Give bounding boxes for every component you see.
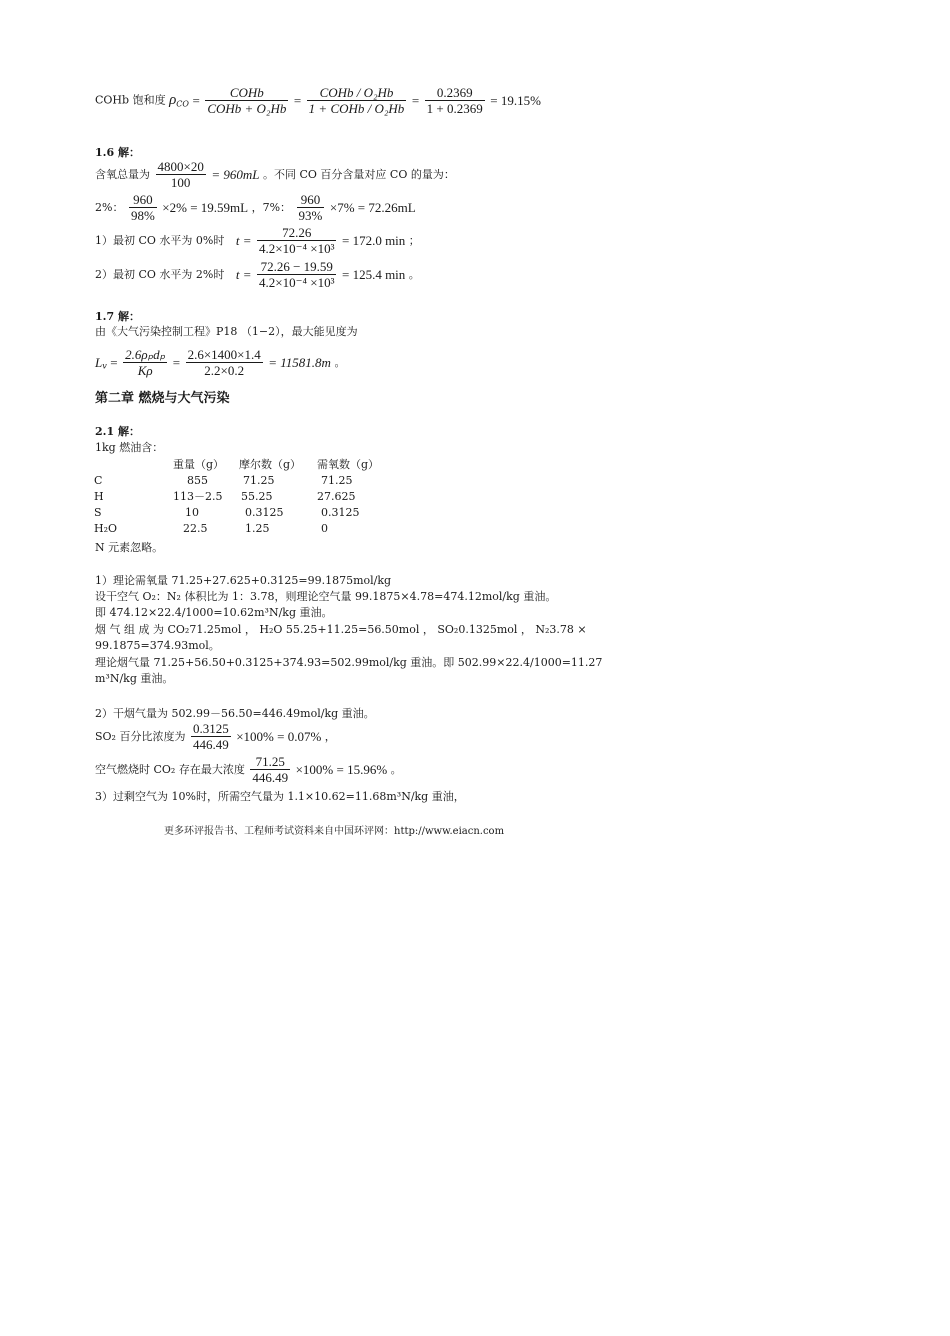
s16-line2: 2%： $\frac{960}{98\%}$ ×2% = 19.59mL ，7%： $\frac{960}{93\%}$ ×7% = 72.26mL bbox=[95, 192, 416, 223]
s17-visibility-formula: $L_v$ = $\frac{\text{2.6ρₚdₚ}}{K\rho}$ = $\frac{2.6\times 1400\times 1.4}{2.2\times 0.2}$ = 11581.8m 。 bbox=[95, 347, 346, 378]
s16-line4: 2）最初 CO 水平为 2%时 t = $\frac{72.26 - 19.59}{\text{4.2×10⁻⁴ ×10³}}$ = 125.4 min 。 bbox=[95, 259, 420, 290]
co2-concentration-line: 空气燃烧时 CO₂ 存在最大浓度 $\frac{71.25}{446.49}$ ×100% = 15.96% 。 bbox=[95, 754, 402, 785]
cohb-fraction-3: $\frac{0.2369}{1 + 0.2369}$ bbox=[426, 85, 483, 116]
col-header-weight: 重量（g） bbox=[173, 457, 225, 471]
page-footer: 更多环评报告书、工程师考试资料来自中国环评网：http://www.eiacn.com bbox=[164, 826, 505, 837]
s17-fraction-numeric: $\frac{2.6\times 1400\times 1.4}{2.2\times 0.2}$ bbox=[187, 347, 261, 378]
s16-fraction-2pct: $\frac{960}{98\%}$ bbox=[130, 192, 155, 223]
so2-fraction: $\frac{0.3125}{446.49}$ bbox=[192, 721, 229, 752]
table-row: S 10 0.3125 0.3125 bbox=[94, 505, 360, 519]
chapter-2-title: 第二章 燃烧与大气污染 bbox=[95, 391, 230, 406]
table-row: H 113－2.5 55.25 27.625 bbox=[94, 489, 356, 503]
s21-para-7: m³N/kg 重油。 bbox=[95, 672, 174, 685]
s16-fraction-time-0pct: $\frac{72.26}{\text{4.2×10⁻⁴ ×10³}}$ bbox=[259, 225, 335, 256]
s21-para-8: 2）干烟气量为 502.99－56.50=446.49mol/kg 重油。 bbox=[95, 707, 375, 720]
s16-line1: 含氧总量为 $\frac{4800\times 20}{100}$ = 960mL 。不同 CO 百分含量对应 CO 的量为： bbox=[95, 159, 455, 190]
cohb-fraction-2: $\frac{\text{COHb / O₂Hb}}{\text{1 + COHb / O₂Hb}}$ bbox=[308, 85, 405, 116]
s21-para-5: 99.1875=374.93mol。 bbox=[95, 639, 220, 652]
col-header-oxygen: 需氧数（g） bbox=[317, 457, 380, 471]
s16-fraction-oxygen: $\frac{4800\times 20}{100}$ bbox=[157, 159, 204, 190]
table-row: C 855 71.25 71.25 bbox=[94, 473, 353, 487]
co2-fraction: $\frac{71.25}{446.49}$ bbox=[252, 754, 289, 785]
so2-concentration-line: SO₂ 百分比浓度为 $\frac{0.3125}{446.49}$ ×100% = 0.07% ， bbox=[95, 721, 336, 752]
s17-fraction-symbolic: $\frac{\text{2.6ρₚdₚ}}{K\rho}$ bbox=[125, 347, 166, 378]
s21-para-6: 理论烟气量 71.25+56.50+0.3125+374.93=502.99mol/kg 重油。即 502.99×22.4/1000=11.27 bbox=[95, 656, 603, 669]
s16-line3: 1）最初 CO 水平为 0%时 t = $\frac{72.26}{\text{4.2×10⁻⁴ ×10³}}$ = 172.0 min ； bbox=[95, 225, 420, 256]
fuel-composition-table bbox=[94, 456, 397, 536]
s21-para-4: 烟 气 组 成 为 CO₂71.25mol ， H₂O 55.25+11.25=56.50mol ， SO₂0.1325mol ， N₂3.78 × bbox=[95, 623, 587, 636]
s21-note: N 元素忽略。 bbox=[95, 541, 164, 554]
section-2-1-heading: 2.1 解： bbox=[95, 425, 140, 438]
s21-intro: 1kg 燃油含： bbox=[95, 441, 164, 454]
col-header-moles: 摩尔数（g） bbox=[239, 457, 302, 471]
s16-fraction-7pct: $\frac{960}{93\%}$ bbox=[298, 192, 323, 223]
cohb-label: COHb 饱和度 bbox=[95, 93, 166, 107]
table-header-row bbox=[94, 456, 397, 472]
cohb-fraction-1: $\frac{\text{COHb}}{\text{COHb + O₂Hb}}$ bbox=[207, 85, 287, 116]
s21-para-3: 即 474.12×22.4/1000=10.62m³N/kg 重油。 bbox=[95, 606, 333, 619]
section-1-7-heading: 1.7 解： bbox=[95, 310, 140, 323]
s21-para-1: 1）理论需氧量 71.25+27.625+0.3125=99.1875mol/kg bbox=[95, 574, 392, 587]
s17-line1: 由《大气污染控制工程》P18 （1−2），最大能见度为 bbox=[95, 325, 358, 338]
s21-para-2: 设干空气 O₂：N₂ 体积比为 1：3.78，则理论空气量 99.1875×4.78=474.12mol/kg 重油。 bbox=[95, 590, 557, 603]
rho-subscript: CO bbox=[176, 99, 189, 109]
s21-para-9: 3）过剩空气为 10%时，所需空气量为 1.1×10.62=11.68m³N/kg 重油， bbox=[95, 790, 465, 803]
cohb-result: = 19.15% bbox=[490, 93, 541, 108]
cohb-formula: COHb 饱和度 $\rho_{CO}$ = $\frac{\text{COHb}}{\text{COHb + O₂Hb}}$ = $\frac{\text{COHb / O₂Hb}}{\text{1 + COHb / O₂Hb}}$ = $\frac{0.2369}{1 + 0.2369}$ = 19.15% bbox=[95, 85, 541, 116]
table-row: H₂O 22.5 1.25 0 bbox=[94, 521, 328, 535]
s16-fraction-time-2pct: $\frac{72.26 - 19.59}{\text{4.2×10⁻⁴ ×10³}}$ bbox=[259, 259, 335, 290]
section-1-6-heading: 1.6 解： bbox=[95, 146, 140, 159]
rho-symbol: ρ bbox=[169, 92, 177, 108]
